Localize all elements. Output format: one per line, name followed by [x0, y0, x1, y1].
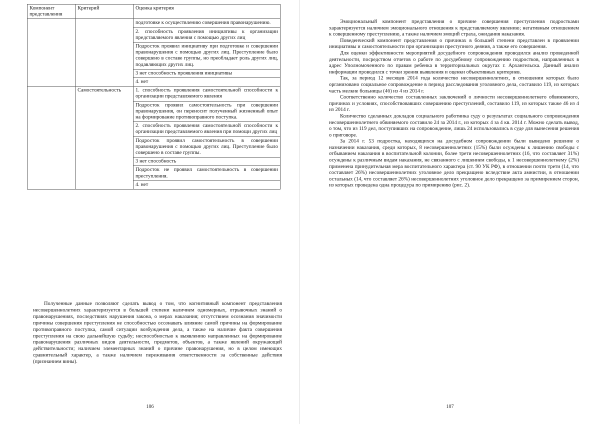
criteria-table-body — [27, 19, 280, 189]
evaluation-cell: 3 нет способность проявления инициативы — [133, 69, 280, 78]
criteria-table-header-row — [27, 4, 280, 19]
evaluation-cell: 3 нет способность — [133, 157, 280, 166]
body-paragraph: За 2014 г. 53 подростка, находящихся на досудебном сопровождении были выведено решение о назначении наказания, среди которых, 8 несовершеннолетних (15%) были осуждены к лишению свободы с отбыванием наказания в воспитательной колонии, более трети несовершеннолетних (16, что составляет 31%) осуждены к различным видам наказания, не связанного с лишением свободы, к 1 несовершеннолетнему (2%) применена принудительная мера воспитательного характера (ст. 90 УК РФ), в отношении почти трети (14, что составляет 26%) несовершеннолетних уголовное дело прекращено вследствие акта амнистии, в отношении остальных (14, что составляет 26%) несовершеннолетних уголовное дело прекращено за примирением сторон, из которых проведена одна процедура по примирению (рис. 2). — [329, 138, 579, 189]
body-paragraph: Количество сделанных докладов социального работника суду о результатах социального сопровождения несовершеннолетнего обвиняемого составило 24 за 2014 г., из которых 4 за 4 кв. 2014 г. Можно сделать вывод, о том, что из 119 дел, поступивших на сопровождение, лишь 24 использовались в суде для вынесения решения о приговоре. — [329, 113, 579, 138]
criterion-cell: Самостоятельность — [75, 86, 133, 189]
component-cell — [27, 86, 75, 189]
evaluation-cell: подготовке к осуществлению совершения правонарушению. — [133, 19, 280, 28]
evaluation-cell: 4. нет — [133, 78, 280, 87]
body-paragraph: Полученные данные позволяют сделать вывод о том, что когнитивный компонент представления несовершеннолетних характеризуется в большей степени наличием одномерных, отрывочных знаний о правонарушениях, последствиях нарушения закона, о мерах наказания; отсутствием осознания значимости причины совершения преступления не способностью осознавать влияние самой причины на формирование противоправного поступка, самой ситуации возбуждения дела, а также на наличие факта совершения преступления на свою дальнейшую судьбу; неспособностью к выявлению направленных на формирование правонарушения различных видов деятельности, предметов, объектов, а также явлений окружающей действительности; наличием элементарных знаний о причине правонарушения, но в целом имеющих сравнительный характер, а также наличием переживания ответственности за собственные действия (признанием вины). — [33, 301, 282, 365]
criteria-table-header: Компонент представления — [27, 4, 75, 19]
criterion-cell — [75, 19, 133, 86]
evaluation-cell: 2. способность проявления самостоятельной способности к организации представляемого явления при помощи других лиц — [133, 122, 280, 137]
evaluation-cell: 4. нет — [133, 181, 280, 190]
right-body-text — [329, 19, 579, 189]
body-paragraph: Поведенческий компонент представления о причинах в большей степени представлен в проявлении инициативы и самостоятельности при организации преступного деяния, а также его совершения. — [329, 37, 579, 50]
criteria-table-row — [27, 86, 280, 101]
body-paragraph: Для оценки эффективности мероприятий досудебного сопровождения проводился анализ проведенной деятельности, посредством отчетов о работе по досудебному сопровождению подростков, направленных в адрес Уполномоченного по правам ребенка в территориальных округах г. Архангельска. Данный анализ информации проводился с точки зрения выявления и оценки объективных критериев. — [329, 50, 579, 75]
body-paragraph: Соответственно количество составленных заключений о личности несовершеннолетнего обвиняемого, причинах и условиях, способствовавших совершению преступлений, составило 119, из которых также 46 из 4 из 2014 г. — [329, 94, 579, 113]
criteria-table-header: Оценка критерия — [133, 4, 280, 19]
evaluation-cell: Подросток проявил самостоятельность при совершении правонарушения, он переносит полученный жизненный опыт на формирование противоправного поступка. — [133, 101, 280, 122]
criteria-table-header: Критерий — [75, 4, 133, 19]
left-body-text — [33, 301, 282, 366]
evaluation-cell: Подросток не проявил самостоятельность в совершении преступления. — [133, 166, 280, 181]
right-page-sheet — [300, 0, 600, 424]
component-cell — [27, 19, 75, 86]
criteria-table — [27, 4, 281, 190]
page-number-left: 106 — [146, 404, 154, 410]
evaluation-cell: 2. способность проявления инициативы к организации представляемого явления с помощью других лиц — [133, 28, 280, 43]
right-page — [300, 0, 600, 424]
criteria-table-row — [27, 19, 280, 28]
evaluation-cell: Подросток проявил инициативу при подготовке и совершении правонарушения с помощью других лиц. Преступление было совершено в составе группы, но преобладает роль других лиц, подавляющих других лиц. — [133, 42, 280, 69]
evaluation-cell: 1. способность проявления самостоятельной способности к организации представляемого явления — [133, 86, 280, 101]
page-number-right: 107 — [446, 404, 454, 410]
evaluation-cell: Подросток проявил самостоятельность в совершении правонарушения с помощью других лиц. Преступление было совершено в составе группы. — [133, 137, 280, 158]
body-paragraph: Так, за период 12 месяцев 2014 года количество несовершеннолетних, в отношении которых было организовано социальное сопровождение в период расследования уголовного дела, составило 119, из которых часть мелкие больницы (46) из 4 из 2014 г. — [329, 75, 579, 94]
body-paragraph: Эмоциональный компонент представления о причине совершения преступления подростками характеризуется наличием эмоционального отношения к представляемому явлению; негативным отношением к совершенному преступлению, а также наличием эмоций страха, ожидания наказания. — [329, 19, 579, 38]
